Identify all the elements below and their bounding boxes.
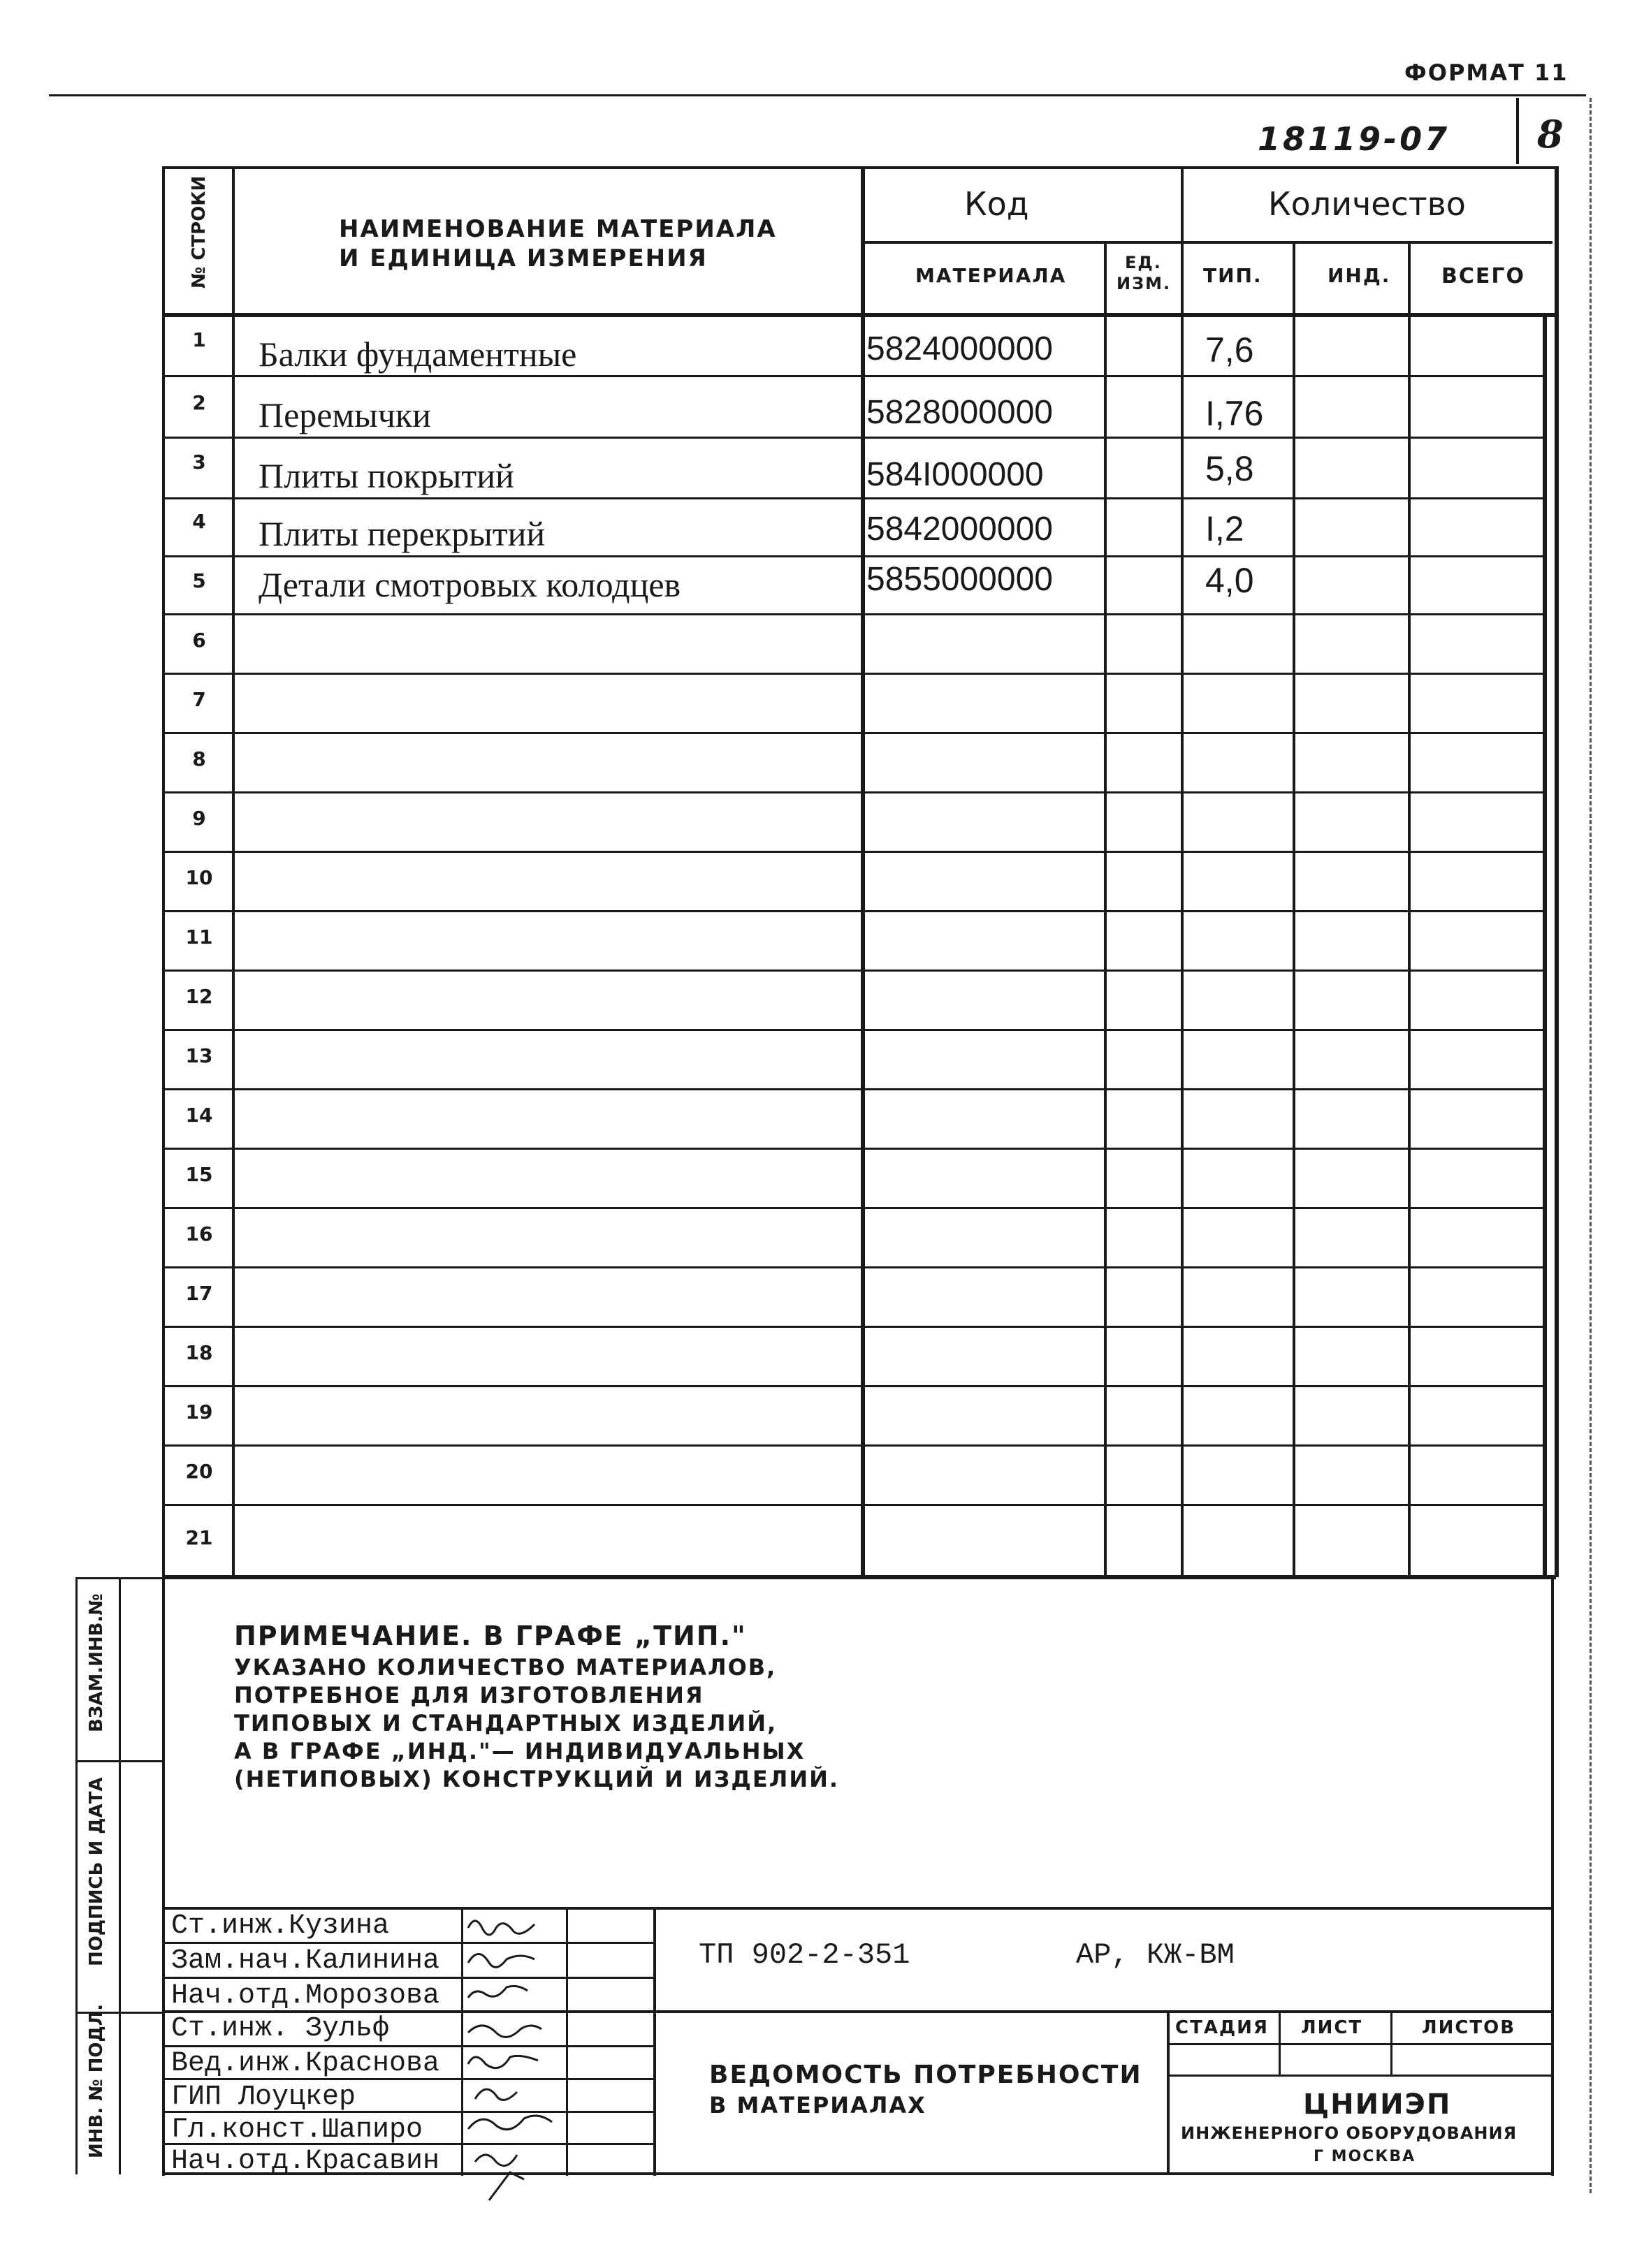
row-name: Плиты перекрытий (259, 514, 546, 553)
signature-row: ГИП Лоуцкер (171, 2082, 356, 2113)
format-label: ФОРМАТ 11 (1404, 59, 1569, 86)
header-row-no: № СТРОКИ (189, 175, 210, 288)
document-title-line1: ВЕДОМОСТЬ ПОТРЕБНОСТИ (709, 2061, 1142, 2089)
header-unit-2: ИЗМ. (1117, 274, 1172, 293)
signature-row: Ст.инж. Зульф (171, 2013, 390, 2044)
row-number: 8 (192, 747, 206, 770)
row-name: Детали смотровых колодцев (259, 565, 681, 604)
note-line: А В ГРАФЕ „ИНД."— ИНДИВИДУАЛЬНЫХ (234, 1738, 806, 1764)
row-typ: I,2 (1205, 509, 1244, 548)
row-name: Плиты покрытий (259, 456, 514, 495)
row-number: 5 (192, 569, 206, 592)
row-name: Балки фундаментные (259, 335, 577, 374)
header-typ: ТИП. (1203, 264, 1263, 287)
row-number: 11 (185, 926, 213, 949)
organization-city: Г МОСКВА (1314, 2148, 1416, 2165)
row-number: 3 (192, 451, 206, 474)
top-rule (49, 94, 1586, 96)
row-typ: I,76 (1205, 394, 1264, 433)
doc-code: 18119-07 (1258, 120, 1450, 158)
row-number: 10 (185, 866, 213, 889)
row-name: Перемычки (259, 395, 431, 434)
organization-subtitle: ИНЖЕНЕРНОГО ОБОРУДОВАНИЯ (1181, 2123, 1518, 2143)
row-number: 18 (185, 1341, 213, 1364)
handwritten-signatures (454, 1907, 664, 2207)
row-code: 5824000000 (866, 330, 1053, 367)
row-number: 17 (185, 1282, 213, 1305)
note-line: (НЕТИПОВЫХ) КОНСТРУКЦИЙ И ИЗДЕЛИЙ. (234, 1766, 840, 1792)
project-number: ТП 902-2-351 (699, 1938, 910, 1972)
row-number: 4 (192, 510, 206, 533)
header-material: МАТЕРИАЛА (915, 264, 1067, 287)
stamp-vzam: ВЗАМ.ИНВ.№ (86, 1593, 107, 1732)
row-number: 15 (185, 1163, 213, 1186)
row-number: 9 (192, 807, 206, 830)
row-number: 13 (185, 1044, 213, 1067)
row-typ: 4,0 (1205, 561, 1254, 600)
signature-row: Вед.инж.Краснова (171, 2048, 440, 2079)
row-code: 5828000000 (866, 394, 1053, 431)
header-ind: ИНД. (1328, 264, 1391, 287)
organization-name: ЦНИИЭП (1303, 2088, 1452, 2121)
drawing-mark: АР, КЖ-ВМ (1076, 1938, 1235, 1972)
row-typ: 5,8 (1205, 449, 1254, 488)
row-number: 16 (185, 1222, 213, 1245)
header-unit-1: ЕД. (1125, 253, 1162, 272)
row-typ: 7,6 (1205, 330, 1254, 370)
document-title-line2: В МАТЕРИАЛАХ (709, 2092, 926, 2119)
stamp-inv: ИНВ. № ПОДЛ. (86, 2003, 107, 2158)
note-line: ПОТРЕБНОЕ ДЛЯ ИЗГОТОВЛЕНИЯ (234, 1682, 704, 1709)
sheet-number: 8 (1537, 112, 1564, 156)
sheet-box-divider (1516, 98, 1519, 164)
row-number: 7 (192, 688, 206, 711)
note-line: УКАЗАНО КОЛИЧЕСТВО МАТЕРИАЛОВ, (234, 1654, 777, 1681)
row-number: 6 (192, 629, 206, 652)
row-number: 14 (185, 1104, 213, 1127)
signature-row: Зам.нач.Калинина (171, 1945, 440, 1977)
note-line: ТИПОВЫХ И СТАНДАРТНЫХ ИЗДЕЛИЙ, (234, 1710, 778, 1736)
stage-label: СТАДИЯ (1175, 2017, 1269, 2038)
signature-row: Ст.инж.Кузина (171, 1910, 390, 1942)
row-number: 20 (185, 1460, 213, 1483)
signature-row: Нач.отд.Морозова (171, 1980, 440, 2012)
row-number: 21 (185, 1526, 213, 1549)
row-code: 584I000000 (866, 456, 1044, 493)
header-total: ВСЕГО (1441, 264, 1525, 288)
row-number: 12 (185, 985, 213, 1008)
header-name-line2: И ЕДИНИЦА ИЗМЕРЕНИЯ (339, 244, 708, 272)
row-code: 5842000000 (866, 511, 1053, 548)
sheet-label: ЛИСТ (1301, 2017, 1363, 2038)
row-number: 1 (192, 328, 206, 351)
trim-mark (1590, 98, 1592, 2193)
row-number: 2 (192, 391, 206, 414)
signature-row: Нач.отд.Красавин (171, 2146, 440, 2177)
note-line: ПРИМЕЧАНИЕ. В ГРАФЕ „ТИП." (234, 1620, 747, 1651)
header-code: Код (964, 185, 1029, 223)
signature-row: Гл.конст.Шапиро (171, 2114, 423, 2146)
stamp-podpis: ПОДПИСЬ И ДАТА (86, 1777, 107, 1966)
sheets-label: ЛИСТОВ (1422, 2017, 1516, 2038)
header-quantity: Количество (1268, 185, 1466, 223)
row-number: 19 (185, 1400, 213, 1424)
header-name-line1: НАИМЕНОВАНИЕ МАТЕРИАЛА (339, 215, 777, 243)
row-code: 5855000000 (866, 561, 1053, 598)
